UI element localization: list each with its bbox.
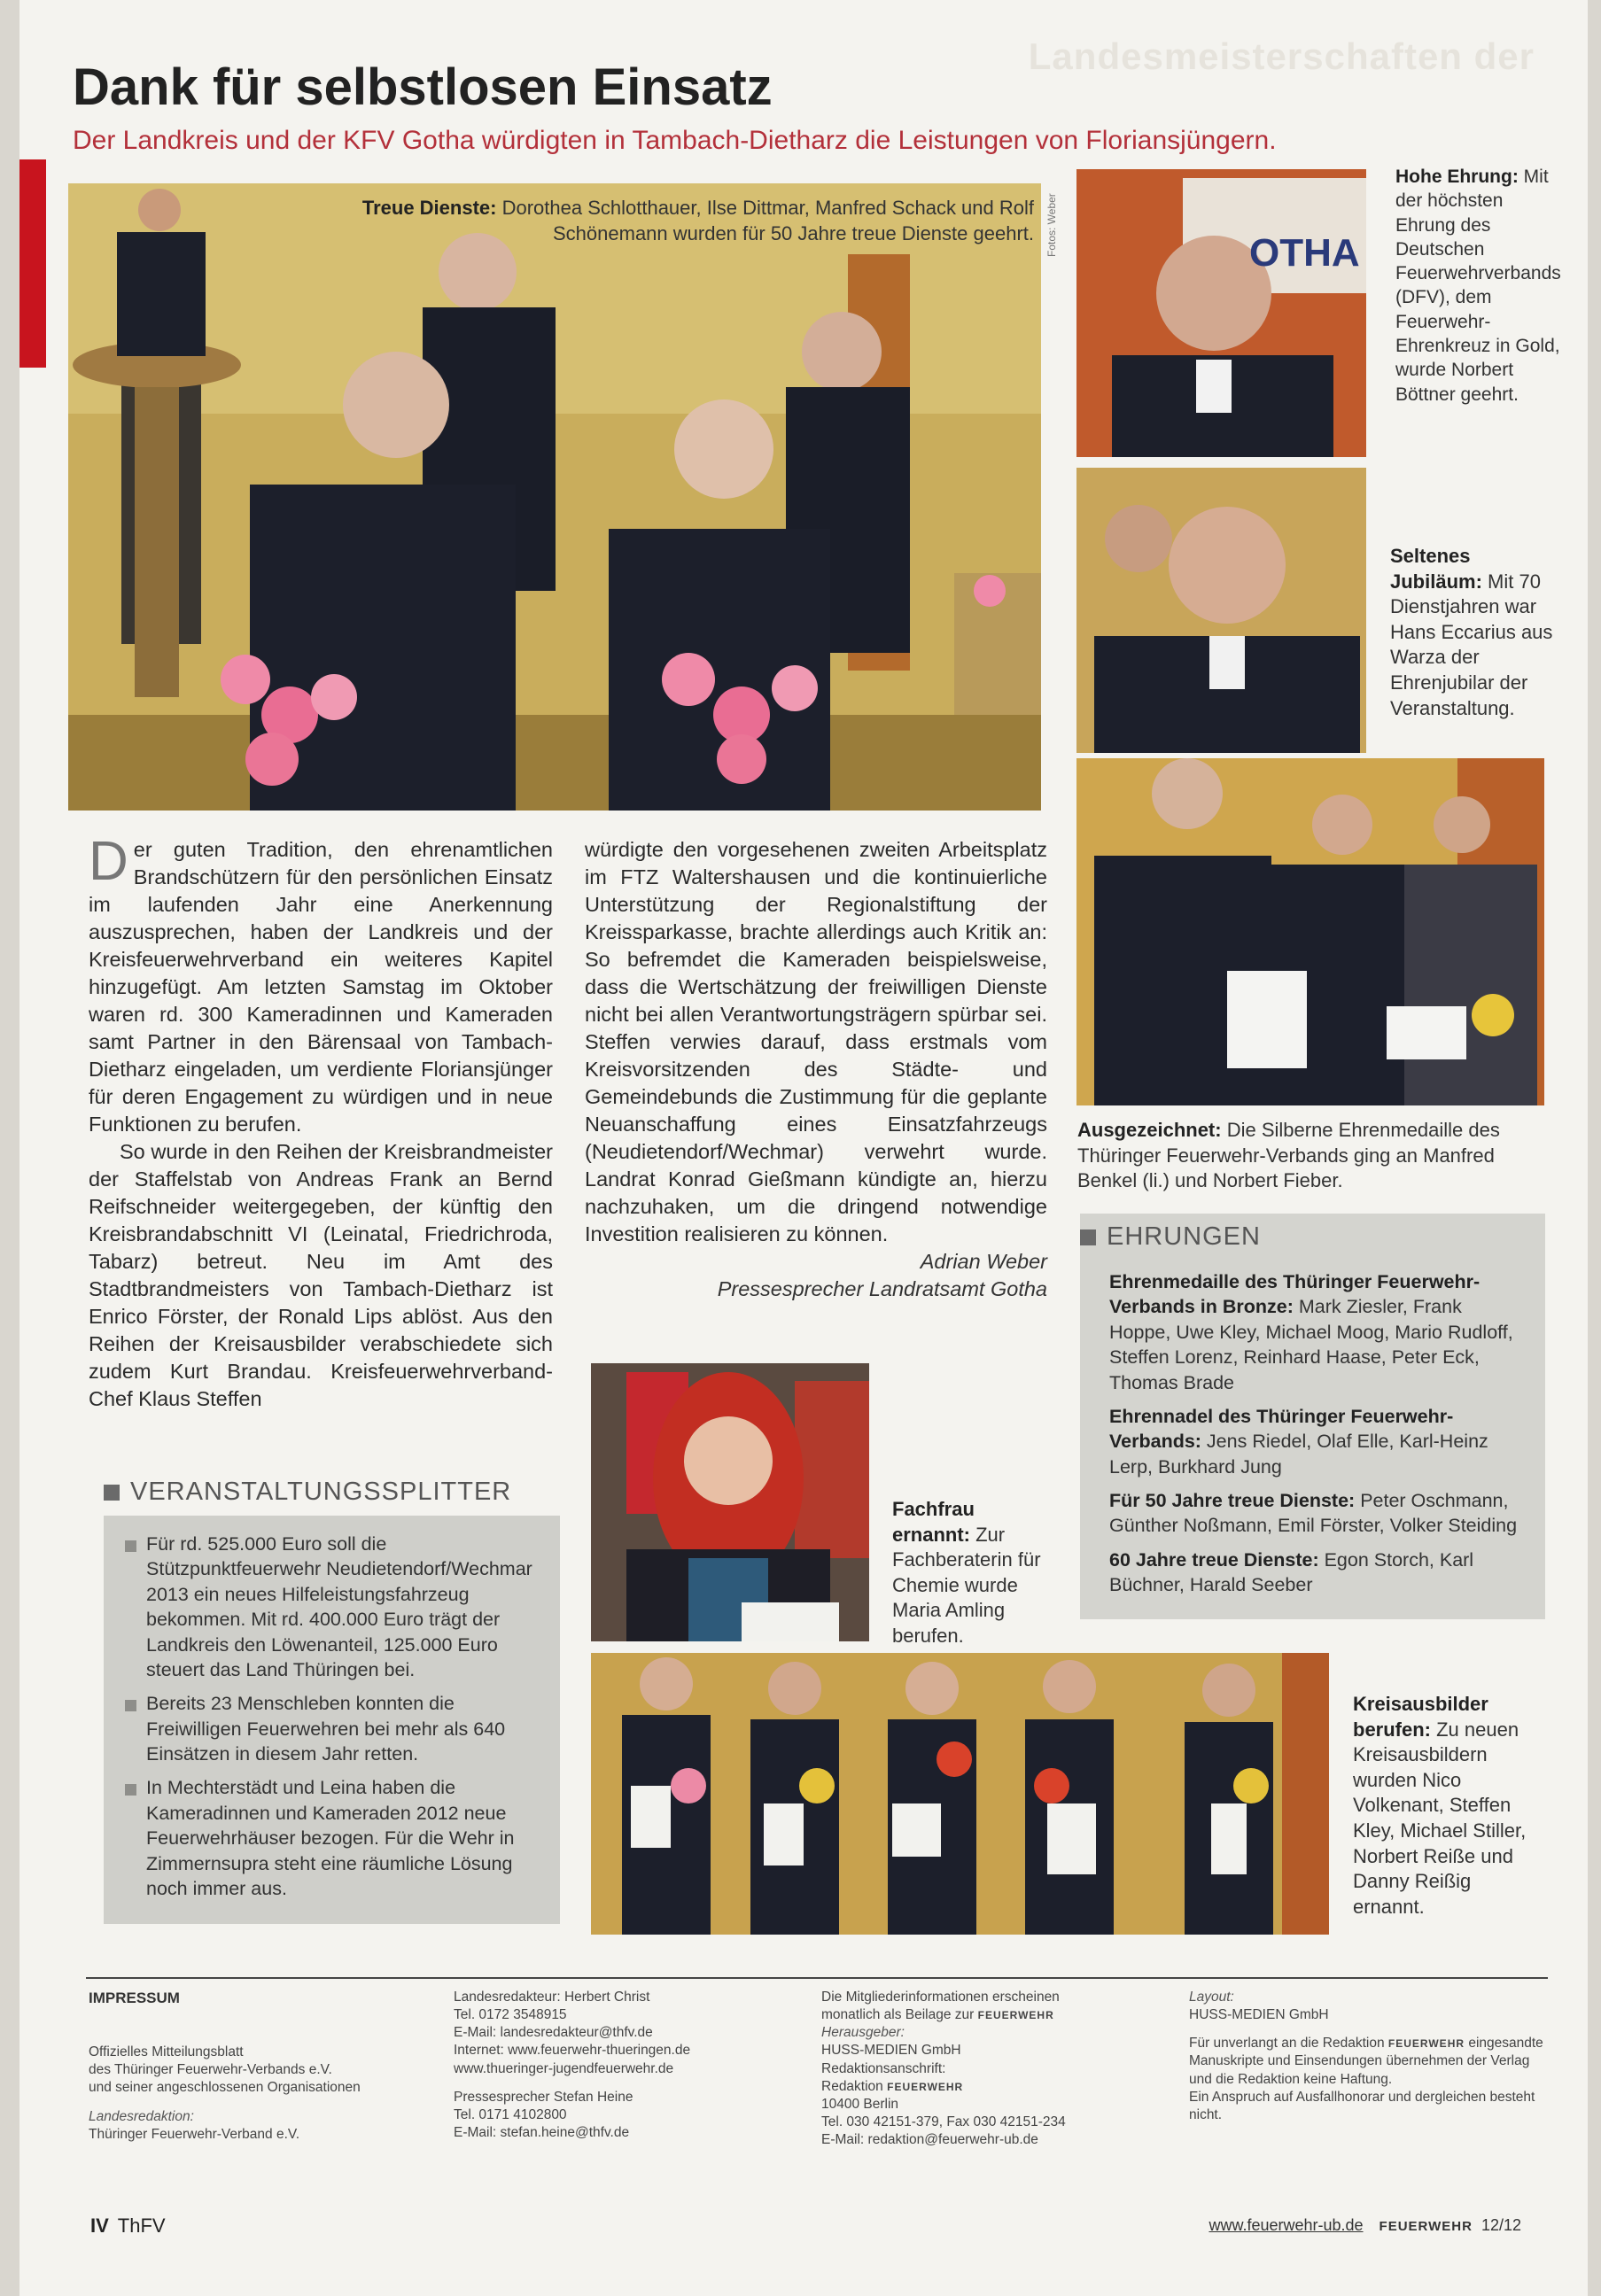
impressum-line: Landesredakteur: Herbert Christ <box>454 1990 650 2005</box>
jubilee-caption-label: Seltenes Jubiläum: <box>1390 545 1482 593</box>
impressum-line: Layout: <box>1189 1990 1234 2005</box>
ghost-heading: Landesmeisterschaften der <box>1028 35 1535 77</box>
impressum-line: Pressesprecher Stefan Heine <box>454 2089 633 2105</box>
page-section: ThFV <box>117 2215 166 2237</box>
impressum-line: HUSS-MEDIEN GmbH <box>821 2043 961 2059</box>
brand-logo-text: FEUERWEHR <box>1379 2219 1473 2234</box>
impressum-line: 10400 Berlin <box>821 2096 899 2112</box>
impressum-line: eingesandte Manuskripte und Einsendungen übernehmen der Verlag und die Redaktion keine Haftung. <box>1189 2036 1543 2087</box>
award-caption <box>1077 1118 1547 1194</box>
impressum-line: Herausgeber: <box>821 2025 905 2041</box>
splitter-item: In Mechterstädt und Leina haben die Kameradinnen und Kameraden 2012 neue Feuerwehrhäuser bezogen. Für die Wehr in Zimmernsupra steht eine räumliche Lösung noch immer aus. <box>121 1775 542 1901</box>
magazine-page <box>19 0 1588 2296</box>
brand-logo-text: FEUERWEHR <box>1387 2037 1465 2051</box>
impressum-line: E-Mail: stefan.heine@thfv.de <box>454 2124 630 2140</box>
impressum-line: E-Mail: redaktion@feuerwehr-ub.de <box>821 2132 1038 2148</box>
honor-caption-text: Mit der höchsten Ehrung des Deutschen Feuerwehrverbands (DFV), dem Feuerwehr-Ehrenkreuz in Gold, wurde Norbert Böttner geehrt. <box>1395 167 1561 405</box>
ehrungen-entry-label: Ehrennadel des Thüringer Feuerwehr-Verbands: <box>1109 1405 1454 1453</box>
ehrungen-entry <box>1109 1547 1527 1598</box>
main-photo <box>68 183 1041 811</box>
splitter-item: Für rd. 525.000 Euro soll die Stützpunktfeuerwehr Neudietendorf/Wechmar 2013 ein neues Hilfeleistungsfahrzeug bekommen. Mit rd. 400.000 Euro trägt der Landkreis den Löwenanteil, 125.000 Euro steuert das Land Thüringen bei. <box>121 1532 542 1682</box>
group-caption-label: Kreisausbilder berufen: <box>1353 1693 1488 1741</box>
article-paragraph-2: So wurde in den Reihen der Kreisbrandmeister der Staffelstab von Andreas Frank an Bernd Reifschneider weitergegeben, der künftig den Kreisbrandabschnitt VI (Leinatal, Friedrichroda, Tabarz) betreut. Neu im Amt des Stadtbrandmeisters von Tambach-Dietharz ist Enrico Förster, der Ronald Lips ablöst. Aus den Reihen der Kreisausbilder verabschiedete sich zudem Kurt Brandau. Kreisfeuerwehrverband-Chef Klaus Steffen <box>89 1140 553 1411</box>
article-paragraph-1: er guten Tradition, den ehrenamtlichen Brandschützern für den persönlichen Einsatz im laufenden Jahr eine Anerkennung auszusprechen, haben der Landkreis und der Kreisfeuerwehrverband ein weiteres Kapitel hinzugefügt. Am letzten Samstag im Oktober waren rd. 300 Kameradinnen und Kameraden samt Partner in den Bärensaal von Tambach-Dietharz eingeladen, um verdiente Floriansjünger für deren Engagement zu würdigen und in neue Funktionen zu berufen. <box>89 838 553 1136</box>
page-number <box>90 2215 166 2238</box>
honor-caption-label: Hohe Ehrung: <box>1395 167 1519 187</box>
impressum-line: www.thueringer-jugendfeuerwehr.de <box>454 2060 674 2076</box>
impressum-line: Landesredaktion: <box>89 2108 194 2124</box>
main-caption-text: Dorothea Schlotthauer, Ilse Dittmar, Manfred Schack und Rolf Schönemann wurden für 50 Jahre treue Dienste geehrt. <box>496 197 1034 244</box>
photo-credit: Fotos: Weber <box>1045 193 1058 257</box>
splitter-title: VERANSTALTUNGSSPLITTER <box>104 1469 560 1516</box>
ehrungen-entry-label: Für 50 Jahre treue Dienste: <box>1109 1490 1356 1511</box>
splitter-item: Bereits 23 Menschleben konnten die Freiwilligen Feuerwehren bei mehr als 640 Einsätzen in diesem Jahr retten. <box>121 1691 542 1766</box>
ehrungen-entry-label: Ehrenmedaille des Thüringer Feuerwehr-Verbands in Bronze: <box>1109 1271 1481 1318</box>
page-number-value: IV <box>90 2215 109 2237</box>
article-column-1 <box>89 831 553 1413</box>
impressum-line: Tel. 0171 4102800 <box>454 2106 567 2122</box>
ehrungen-list <box>1080 1260 1545 1619</box>
honor-photo <box>1076 169 1366 457</box>
group-photo <box>591 1653 1329 1935</box>
ehrungen-entry <box>1109 1488 1527 1539</box>
website-link[interactable]: www.feuerwehr-ub.de <box>1209 2216 1364 2234</box>
brand-logo-text: FEUERWEHR <box>977 2009 1054 2022</box>
page-title: Dank für selbstlosen Einsatz <box>73 58 773 116</box>
impressum-line: Internet: www.feuerwehr-thueringen.de <box>454 2043 691 2059</box>
impressum-line: E-Mail: landesredakteur@thfv.de <box>454 2025 653 2041</box>
impressum-line: Ein Anspruch auf Ausfallhonorar und dergleichen besteht nicht. <box>1189 2089 1535 2122</box>
dropcap: D <box>89 831 128 892</box>
brand-logo-text: FEUERWEHR <box>887 2080 964 2093</box>
fachfrau-caption-label: Fachfrau ernannt: <box>892 1498 975 1546</box>
main-photo-caption <box>343 196 1034 246</box>
impressum-line: Tel. 0172 3548915 <box>454 2007 567 2023</box>
honor-caption <box>1395 165 1564 407</box>
impressum-line: HUSS-MEDIEN GmbH <box>1189 2007 1329 2023</box>
impressum-line: Redaktion <box>821 2078 883 2094</box>
ehrungen-entry <box>1109 1404 1527 1479</box>
group-caption-text: Zu neuen Kreisausbildern wurden Nico Volkenant, Steffen Kley, Michael Stiller, Norbert Reiße und Danny Reißig ernannt. <box>1353 1718 1527 1918</box>
impressum-line: Thüringer Feuerwehr-Verband e.V. <box>89 2126 300 2142</box>
ehrungen-entry-names: Mark Ziesler, Frank Hoppe, Uwe Kley, Michael Moog, Mario Rudloff, Steffen Lorenz, Reinhard Haase, Peter Eck, Thomas Brade <box>1109 1296 1513 1393</box>
impressum-line: Offizielles Mitteilungsblatt <box>89 2044 244 2060</box>
fachfrau-caption <box>892 1497 1052 1649</box>
fachfrau-caption-text: Zur Fachberaterin für Chemie wurde Maria Amling berufen. <box>892 1523 1041 1647</box>
ehrungen-entry-label: 60 Jahre treue Dienste: <box>1109 1548 1319 1571</box>
award-photo <box>1076 758 1544 1105</box>
jubilee-caption <box>1390 544 1558 721</box>
page-subtitle: Der Landkreis und der KFV Gotha würdigten in Tambach-Dietharz die Leistungen von Floriansjüngern. <box>73 126 1277 155</box>
article-paragraph-3: würdigte den vorgesehenen zweiten Arbeitsplatz im FTZ Waltershausen und die kontinuierliche Unterstützung der Regionalstiftung der Kreissparkasse, brachte allerdings auch Kritik an: So befremdet die Kameraden beispielsweise, dass die Wertschätzung der freiwilligen Dienste nicht bei allen Verantwortungsträgern spürbar sei. Steffen verwies darauf, dass erstmals vom Kreisvorsitzenden des Städte- und Gemeindebunds die Zustimmung für die geplante Neuanschaffung eines Einsatzfahrzeugs (Neudietendorf/Wechmar) verwehrt wurde. Landrat Konrad Gießmann kündigte an, hierzu nachzuhaken, um die dringend notwendige Investition realisieren zu können. <box>585 838 1047 1246</box>
page-footer-right <box>1209 2216 1521 2235</box>
article-author: Adrian Weber <box>920 1250 1047 1274</box>
impressum-col-3 <box>821 1989 1158 2149</box>
award-caption-label: Ausgezeichnet: <box>1077 1119 1222 1141</box>
issue-number: 12/12 <box>1481 2216 1521 2234</box>
footer-divider <box>86 1977 1548 1979</box>
ehrungen-title: EHRUNGEN <box>1080 1214 1545 1260</box>
splitter-list <box>104 1516 560 1924</box>
article-column-2 <box>585 836 1047 1303</box>
banner-text: OTHA <box>1249 231 1360 275</box>
impressum-line: des Thüringer Feuerwehr-Verbands e.V. <box>89 2062 332 2078</box>
impressum-line: Redaktionsanschrift: <box>821 2060 946 2076</box>
jubilee-photo <box>1076 468 1366 753</box>
red-margin-bar <box>19 159 46 368</box>
ehrungen-entry-names: Peter Oschmann, Günther Noßmann, Emil Förster, Volker Steiding <box>1109 1490 1518 1537</box>
impressum-line: Tel. 030 42151-379, Fax 030 42151-234 <box>821 2114 1066 2129</box>
impressum-line: monatlich als Beilage zur <box>821 2007 975 2023</box>
impressum-line: Die Mitgliederinformationen erscheinen <box>821 1990 1060 2005</box>
ehrungen-box <box>1080 1214 1545 1619</box>
impressum-col-1 <box>89 1989 425 2144</box>
fachfrau-photo <box>591 1363 869 1641</box>
article-author-role: Pressesprecher Landratsamt Gotha <box>717 1277 1047 1301</box>
ehrungen-entry-names: Egon Storch, Karl Büchner, Harald Seeber <box>1109 1548 1474 1596</box>
jubilee-caption-text: Mit 70 Dienstjahren war Hans Eccarius aus Warza der Ehrenjubilar der Veranstaltung. <box>1390 570 1553 719</box>
impressum-col-2 <box>454 1989 790 2142</box>
group-caption <box>1353 1692 1530 1920</box>
award-caption-text: Die Silberne Ehrenmedaille des Thüringer Feuerwehr-Verbands ging an Manfred Benkel (li.) und Norbert Fieber. <box>1077 1119 1500 1192</box>
main-caption-label: Treue Dienste: <box>361 197 497 219</box>
ehrungen-entry <box>1109 1269 1527 1395</box>
impressum-label: IMPRESSUM <box>89 1990 180 2006</box>
impressum-line: und seiner angeschlossenen Organisationen <box>89 2080 361 2096</box>
impressum-line: Für unverlangt an die Redaktion <box>1189 2036 1385 2052</box>
impressum-col-4 <box>1189 1989 1543 2124</box>
ehrungen-entry-names: Jens Riedel, Olaf Elle, Karl-Heinz Lerp, Burkhard Jung <box>1109 1431 1488 1478</box>
splitter-box <box>104 1469 560 1924</box>
